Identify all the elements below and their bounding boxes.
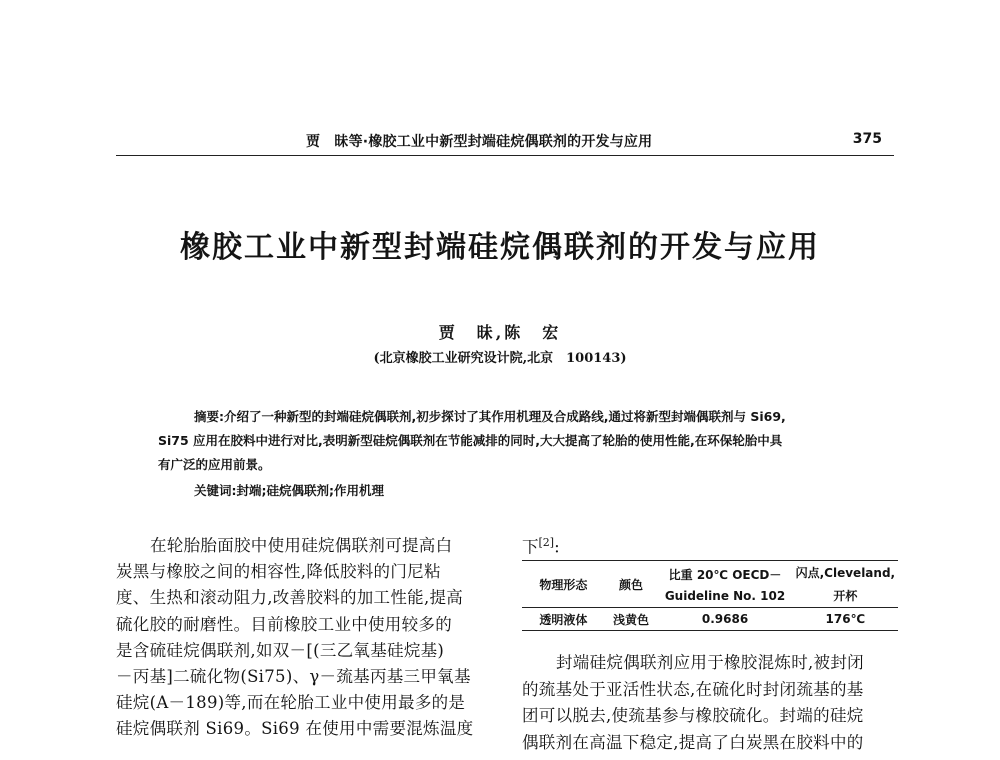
properties-table (522, 560, 898, 631)
header-form: 物理形态 (539, 577, 588, 592)
header-density-sub: Guideline No. 102 (664, 588, 786, 603)
body-line: 团可以脱去,使巯基参与橡胶硫化。封端的硅烷 (522, 706, 864, 725)
body-line: 在轮胎胎面胶中使用硅烷偶联剂可提高白 (150, 536, 453, 555)
keywords-label: 关键词: (194, 483, 237, 498)
table-header-row (522, 561, 898, 608)
body-line: 封端硅烷偶联剂应用于橡胶混炼时,被封闭 (556, 653, 864, 672)
abstract-line: Si75 应用在胶料中进行对比,表明新型硅烷偶联剂在节能减排的同时,大大提高了轮胎的使用性能,在环保轮胎中具 (158, 433, 783, 448)
cell-density: 0.9686 (657, 608, 792, 631)
body-line: 度、生热和滚动阻力,改善胶料的加工性能,提高 (116, 588, 464, 608)
body-line: 硅烷偶联剂 Si69。Si69 在使用中需要混炼温度 (116, 719, 474, 739)
header-rule (116, 155, 894, 156)
abstract-label: 摘要: (194, 409, 224, 424)
running-head-title: 贾 昧等·橡胶工业中新型封端硅烷偶联剂的开发与应用 (306, 134, 653, 150)
header-density-main: 比重 20℃ OECD－ (668, 567, 782, 582)
abstract (158, 405, 848, 477)
abstract-line: 介绍了一种新型的封端硅烷偶联剂,初步探讨了其作用机理及合成路线,通过将新型封端偶联剂与 Si69, (224, 409, 786, 424)
header-color: 颜色 (619, 577, 644, 592)
keywords (194, 481, 834, 499)
body-line: 硫化胶的耐磨性。目前橡胶工业中使用较多的 (116, 614, 452, 634)
body-right-intro (522, 530, 898, 561)
keywords-text: 封端;硅烷偶联剂;作用机理 (236, 483, 384, 498)
running-head (116, 131, 894, 151)
body-line: 是含硫硅烷偶联剂,如双－[(三乙氧基硅烷基) (116, 640, 445, 660)
header-density (657, 561, 792, 608)
body-line: 炭黑与橡胶之间的相容性,降低胶料的门尼粘 (116, 562, 441, 582)
table-row (522, 608, 898, 631)
cell-form: 透明液体 (522, 608, 605, 631)
page-number: 375 (852, 131, 882, 147)
header-flash (793, 561, 898, 608)
body-left-column (116, 533, 492, 743)
intro-text: 下 (522, 537, 539, 557)
affiliation: (北京橡胶工业研究设计院,北京 100143) (373, 351, 627, 366)
body-line: 的巯基处于亚活性状态,在硫化时封闭巯基的基 (522, 679, 864, 699)
body-line: 硅烷(A－189)等,而在轮胎工业中使用最多的是 (116, 693, 466, 713)
cell-color: 浅黄色 (605, 608, 658, 631)
header-flash-sub: 开杯 (833, 589, 858, 603)
body-line: 偶联剂在高温下稳定,提高了白炭黑在胶料中的 (522, 732, 864, 752)
authors: 贾 昧,陈 宏 (438, 323, 562, 342)
body-line: －丙基]二硫化物(Si75)、γ－巯基丙基三甲氧基 (116, 667, 471, 687)
body-right-column (522, 650, 898, 756)
header-flash-main: 闪点,Cleveland, (795, 566, 896, 580)
cell-flash: 176℃ (793, 608, 898, 631)
intro-tail: : (554, 537, 560, 557)
abstract-line: 有广泛的应用前景。 (158, 457, 271, 472)
article-title: 橡胶工业中新型封端硅烷偶联剂的开发与应用 (180, 230, 820, 265)
citation: [2] (538, 536, 555, 549)
